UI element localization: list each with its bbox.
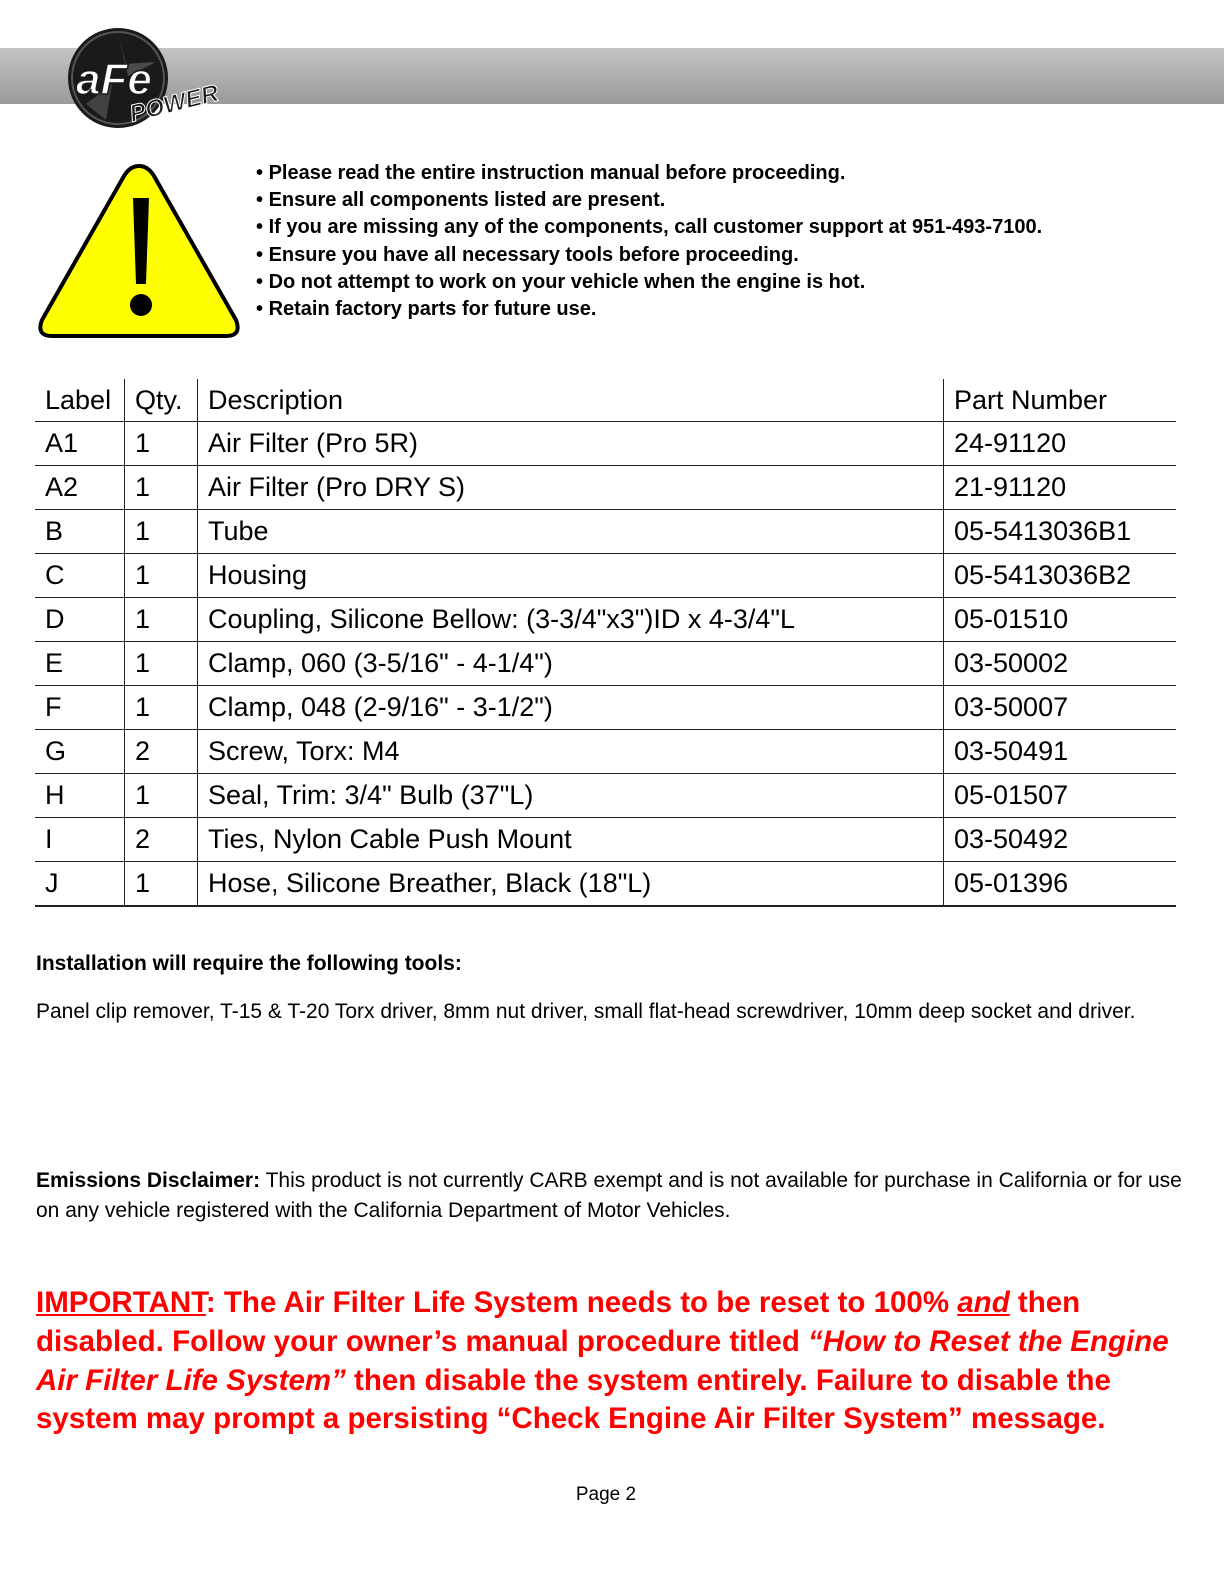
cell-label: B [35, 510, 125, 554]
warning-icon [36, 160, 242, 342]
table-row [35, 466, 1176, 510]
table-row [35, 862, 1176, 907]
cell-qty: 1 [125, 686, 198, 730]
tools-text: Panel clip remover, T-15 & T-20 Torx driver, 8mm nut driver, small flat-head screwdriver, 10mm deep socket and driver. [36, 1000, 1136, 1023]
important-text: then disabled. Follow your owner’s manual procedure titled [36, 1286, 1081, 1358]
cell-part-number: 05-5413036B1 [944, 510, 1177, 554]
cell-description: Housing [198, 554, 944, 598]
cell-label: I [35, 818, 125, 862]
important-text: then disable the system entirely. Failure to disable the system may prompt a persisting “Check Engine Air Filter System” message. [36, 1363, 1111, 1436]
warning-item: • Ensure all components listed are present. [256, 187, 1042, 214]
disclaimer-label: Emissions Disclaimer: [36, 1169, 261, 1192]
cell-qty: 1 [125, 598, 198, 642]
cell-label: A2 [35, 466, 125, 510]
cell-description: Air Filter (Pro 5R) [198, 422, 944, 466]
warning-item: • Do not attempt to work on your vehicle when the engine is hot. [256, 269, 1042, 296]
table-row [35, 598, 1176, 642]
column-header-description: Description [198, 379, 944, 422]
table-row [35, 774, 1176, 818]
cell-qty: 1 [125, 862, 198, 907]
cell-qty: 1 [125, 466, 198, 510]
table-row [35, 642, 1176, 686]
cell-label: C [35, 554, 125, 598]
afe-power-logo [66, 24, 242, 134]
important-and-word: and [957, 1286, 1010, 1319]
svg-text:aFe: aFe [76, 55, 152, 104]
cell-label: J [35, 862, 125, 907]
cell-part-number: 03-50491 [944, 730, 1177, 774]
procedure-title: “How to Reset the Engine Air Filter Life System” [36, 1324, 1169, 1397]
table-row [35, 422, 1176, 466]
cell-description: Tube [198, 510, 944, 554]
cell-qty: 1 [125, 642, 198, 686]
cell-part-number: 21-91120 [944, 466, 1177, 510]
parts-table [35, 379, 1176, 907]
table-row [35, 554, 1176, 598]
cell-label: F [35, 686, 125, 730]
important-label: IMPORTANT [36, 1286, 206, 1319]
cell-qty: 1 [125, 554, 198, 598]
cell-qty: 1 [125, 510, 198, 554]
warning-item: • If you are missing any of the components, call customer support at 951-493-7100. [256, 214, 1042, 241]
cell-description: Ties, Nylon Cable Push Mount [198, 818, 944, 862]
warning-item: • Retain factory parts for future use. [256, 296, 1042, 323]
cell-label: H [35, 774, 125, 818]
disclaimer-text: This product is not currently CARB exempt and is not available for purchase in California or for use on any vehicle registered with the California Department of Motor Vehicles. [36, 1169, 1182, 1222]
page-number: Page 2 [575, 1484, 637, 1505]
cell-part-number: 03-50007 [944, 686, 1177, 730]
table-row [35, 686, 1176, 730]
table-row [35, 510, 1176, 554]
table-row [35, 730, 1176, 774]
cell-description: Clamp, 048 (2-9/16" - 3-1/2") [198, 686, 944, 730]
cell-description: Coupling, Silicone Bellow: (3-3/4"x3")ID x 4-3/4"L [198, 598, 944, 642]
cell-label: A1 [35, 422, 125, 466]
cell-part-number: 03-50002 [944, 642, 1177, 686]
table-row [35, 818, 1176, 862]
cell-label: E [35, 642, 125, 686]
cell-part-number: 05-01396 [944, 862, 1177, 907]
cell-description: Clamp, 060 (3-5/16" - 4-1/4") [198, 642, 944, 686]
column-header-label: Label [35, 379, 125, 422]
cell-label: D [35, 598, 125, 642]
important-notice [36, 1284, 1186, 1439]
table-header-row [35, 379, 1176, 422]
column-header-qty: Qty. [125, 379, 198, 422]
cell-part-number: 03-50492 [944, 818, 1177, 862]
cell-part-number: 05-01507 [944, 774, 1177, 818]
warning-item: • Ensure you have all necessary tools before proceeding. [256, 242, 1042, 269]
cell-label: G [35, 730, 125, 774]
warning-item: • Please read the entire instruction manual before proceeding. [256, 160, 1042, 187]
cell-part-number: 05-5413036B2 [944, 554, 1177, 598]
tools-heading: Installation will require the following tools: [36, 952, 462, 975]
cell-qty: 1 [125, 774, 198, 818]
cell-part-number: 05-01510 [944, 598, 1177, 642]
cell-qty: 2 [125, 730, 198, 774]
cell-description: Screw, Torx: M4 [198, 730, 944, 774]
cell-qty: 1 [125, 422, 198, 466]
cell-description: Hose, Silicone Breather, Black (18"L) [198, 862, 944, 907]
svg-text:POWER: POWER [126, 79, 222, 128]
cell-part-number: 24-91120 [944, 422, 1177, 466]
cell-qty: 2 [125, 818, 198, 862]
column-header-part-number: Part Number [944, 379, 1177, 422]
cell-description: Seal, Trim: 3/4" Bulb (37"L) [198, 774, 944, 818]
emissions-disclaimer [36, 1166, 1186, 1225]
warning-list [256, 160, 1042, 323]
important-text: : The Air Filter Life System needs to be reset to 100% [205, 1286, 958, 1319]
cell-description: Air Filter (Pro DRY S) [198, 466, 944, 510]
